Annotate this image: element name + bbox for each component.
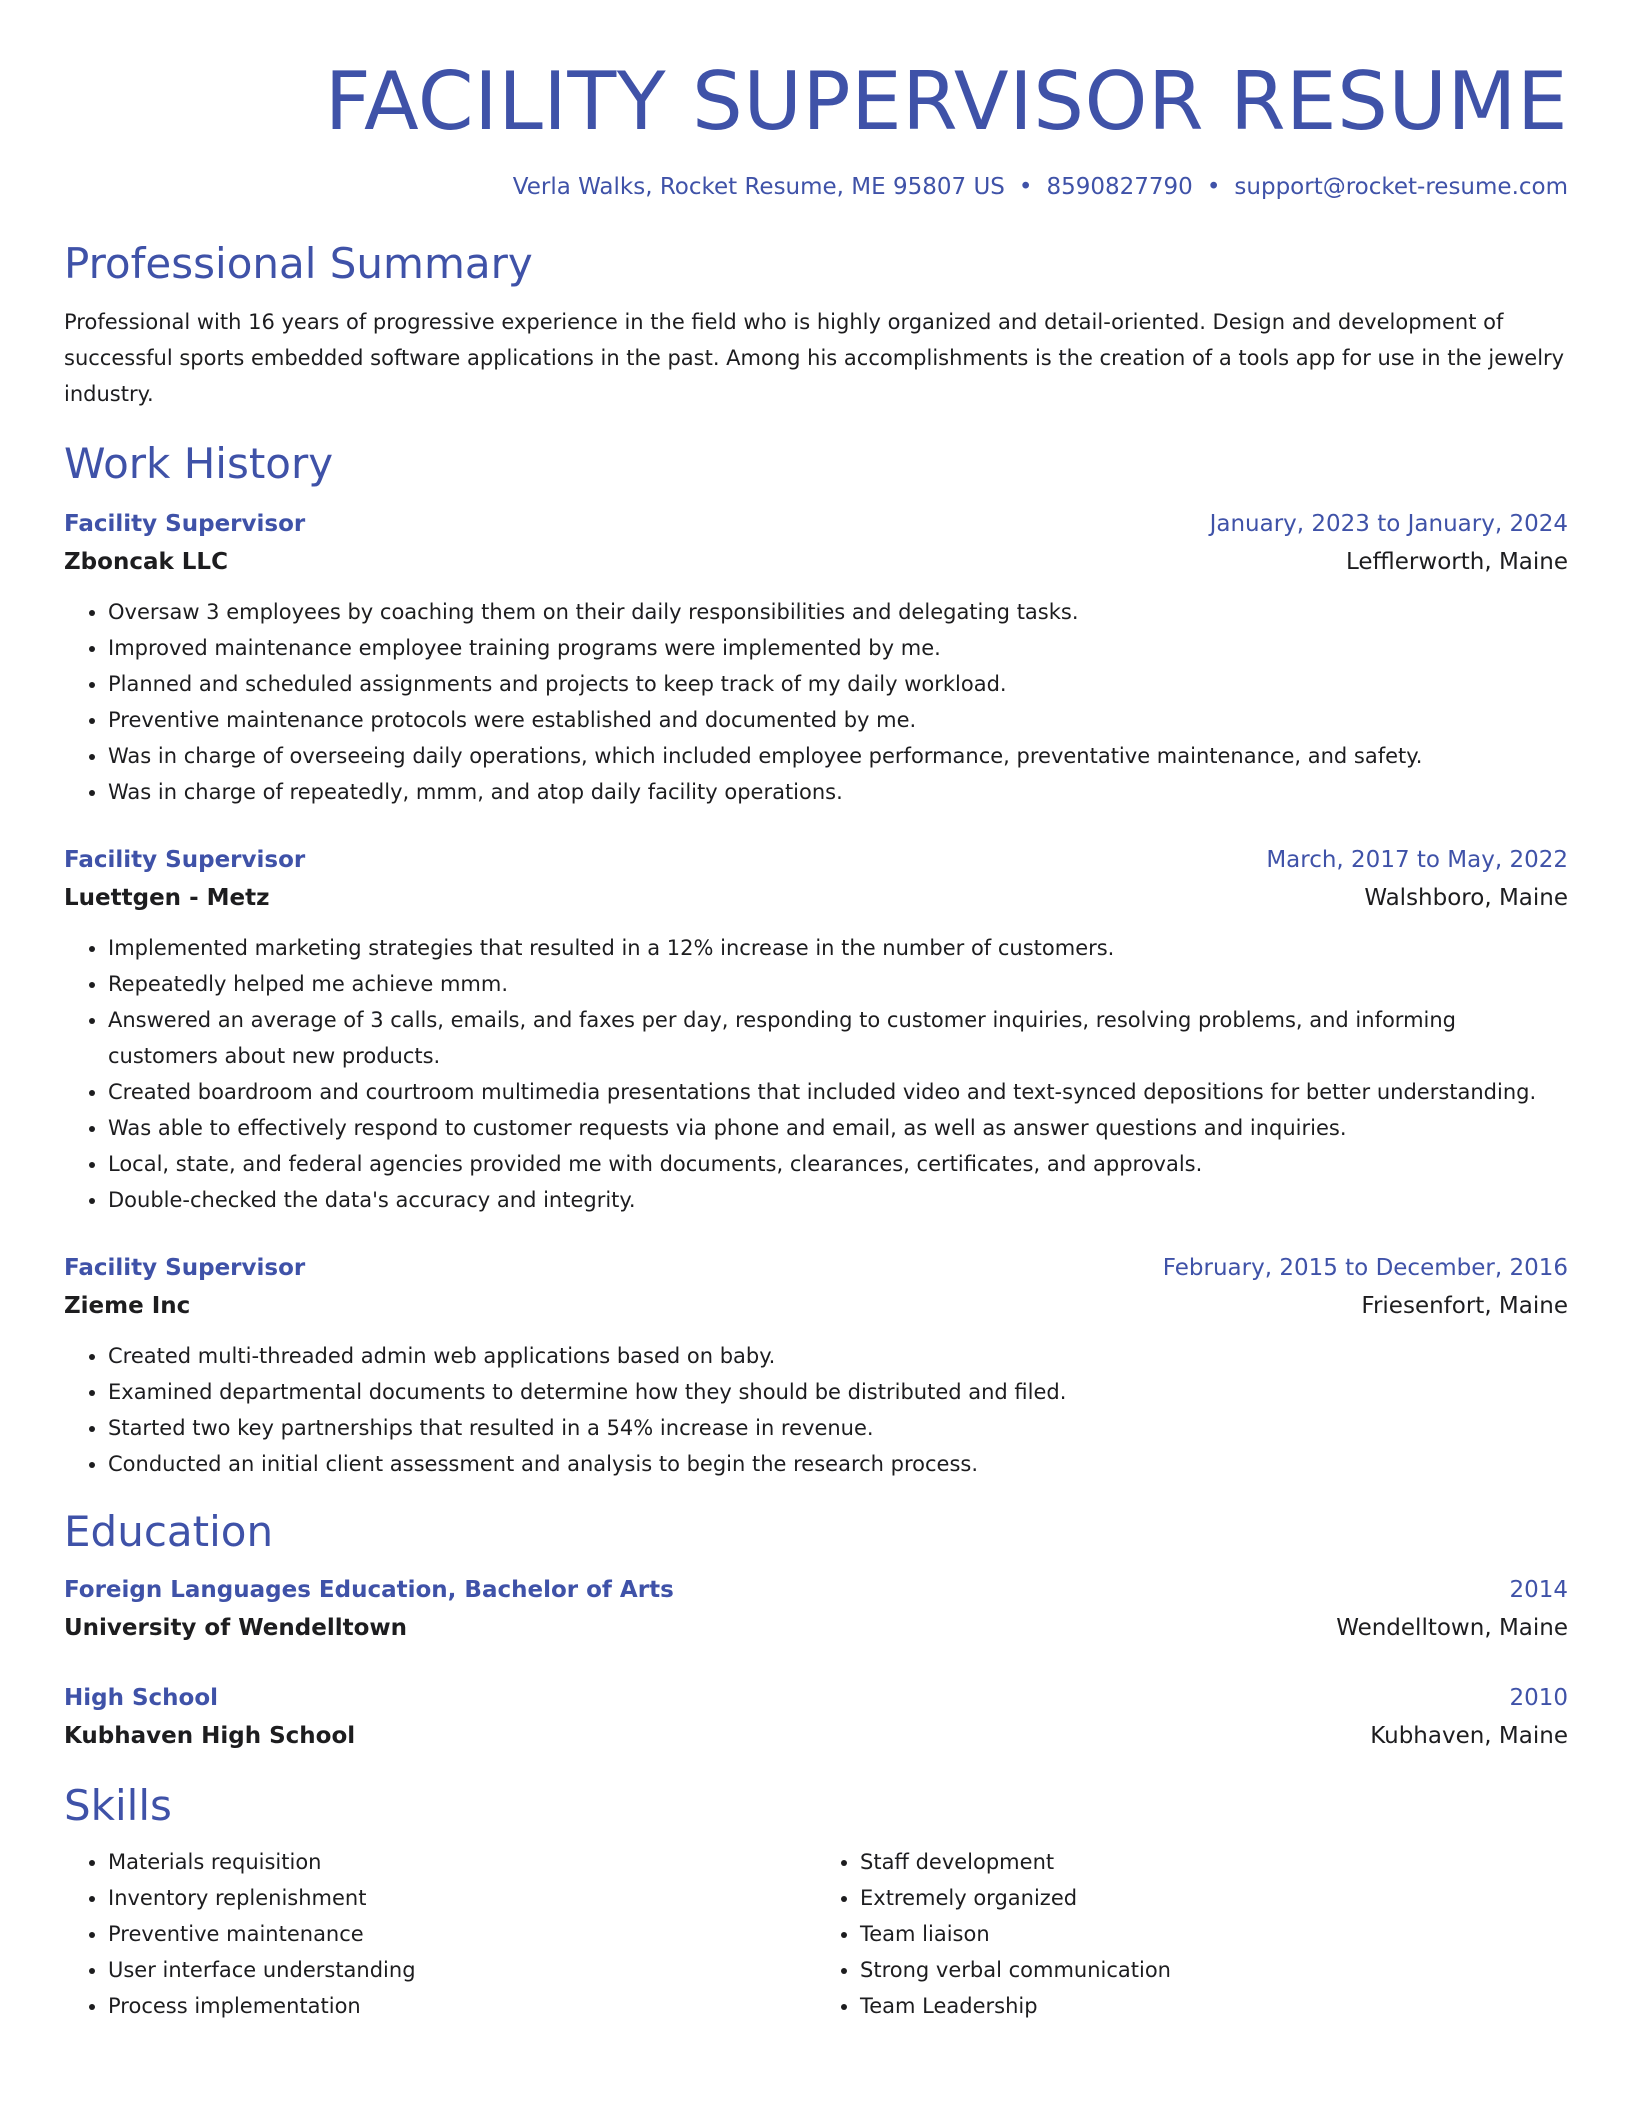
education-year: 2014 <box>1509 1577 1568 1603</box>
job-bullet: • Examined departmental documents to determine how they should be distributed and filed. <box>108 1374 1568 1410</box>
education-year: 2010 <box>1509 1685 1568 1711</box>
job-bullet: • Created multi-threaded admin web applications based on baby. <box>108 1338 1568 1374</box>
job-bullets <box>64 1338 1568 1482</box>
job-location: Friesenfort, Maine <box>1361 1293 1568 1319</box>
education-heading: Education <box>64 1507 274 1556</box>
job-company: Zboncak LLC <box>64 549 228 575</box>
job-entry <box>64 506 1568 810</box>
job-bullet: • Was able to effectively respond to customer requests via phone and email, as well as answer questions and inquiries. <box>108 1110 1568 1146</box>
job-company: Luettgen - Metz <box>64 885 270 911</box>
skill-item: • Inventory replenishment <box>108 1880 816 1916</box>
skill-item: • User interface understanding <box>108 1952 816 1988</box>
job-company: Zieme Inc <box>64 1293 191 1319</box>
skill-item: • Staff development <box>860 1844 1568 1880</box>
job-bullet: • Repeatedly helped me achieve mmm. <box>108 966 1568 1002</box>
education-school: University of Wendelltown <box>64 1615 408 1641</box>
resume-title: FACILITY SUPERVISOR RESUME <box>324 55 1568 148</box>
job-bullet: • Local, state, and federal agencies provided me with documents, clearances, certificates, and approvals. <box>108 1146 1568 1182</box>
job-dates: March, 2017 to May, 2022 <box>1266 847 1568 873</box>
education-location: Kubhaven, Maine <box>1370 1723 1568 1749</box>
contact-line <box>64 170 1568 204</box>
job-bullet: • Oversaw 3 employees by coaching them on their daily responsibilities and delegating tasks. <box>108 594 1568 630</box>
job-bullet: • Preventive maintenance protocols were established and documented by me. <box>108 702 1568 738</box>
skills-columns <box>64 1844 1568 2024</box>
skill-item: • Strong verbal communication <box>860 1952 1568 1988</box>
job-bullet: • Conducted an initial client assessment and analysis to begin the research process. <box>108 1446 1568 1482</box>
skill-item: • Process implementation <box>108 1988 816 2024</box>
job-entry <box>64 842 1568 1218</box>
contact-email: support@rocket-resume.com <box>1234 174 1568 200</box>
job-bullet: • Improved maintenance employee training programs were implemented by me. <box>108 630 1568 666</box>
skill-item: • Team Leadership <box>860 1988 1568 2024</box>
job-dates: February, 2015 to December, 2016 <box>1162 1255 1568 1281</box>
job-bullet: • Was in charge of overseeing daily operations, which included employee performance, preventative maintenance, and safety. <box>108 738 1568 774</box>
summary-heading: Professional Summary <box>64 239 533 288</box>
job-bullet: • Answered an average of 3 calls, emails, and faxes per day, responding to customer inquiries, resolving problems, and informing customers about new products. <box>108 1002 1568 1074</box>
job-location: Walshboro, Maine <box>1364 885 1568 911</box>
education-school: Kubhaven High School <box>64 1723 356 1749</box>
education-degree: Foreign Languages Education, Bachelor of Arts <box>64 1577 674 1603</box>
skill-item: • Materials requisition <box>108 1844 816 1880</box>
education-degree: High School <box>64 1685 219 1711</box>
contact-phone: 8590827790 <box>1046 174 1193 200</box>
job-entry <box>64 1250 1568 1482</box>
contact-separator: • <box>1018 174 1033 200</box>
skills-list-right <box>816 1844 1568 2024</box>
job-bullets <box>64 594 1568 810</box>
contact-separator: • <box>1206 174 1221 200</box>
job-title: Facility Supervisor <box>64 1255 306 1281</box>
job-title: Facility Supervisor <box>64 511 306 537</box>
job-dates: January, 2023 to January, 2024 <box>1209 511 1568 537</box>
job-bullets <box>64 930 1568 1218</box>
job-location: Lefflerworth, Maine <box>1345 549 1568 575</box>
work-history-heading: Work History <box>64 439 334 488</box>
job-bullet: • Created boardroom and courtroom multimedia presentations that included video and text-synced depositions for better understanding. <box>108 1074 1568 1110</box>
job-title: Facility Supervisor <box>64 847 306 873</box>
education-location: Wendelltown, Maine <box>1336 1615 1568 1641</box>
job-bullet: • Double-checked the data's accuracy and integrity. <box>108 1182 1568 1218</box>
skill-item: • Team liaison <box>860 1916 1568 1952</box>
summary-text: Professional with 16 years of progressive experience in the field who is highly organized and detail-oriented. Design and development of successful sports embedded software applications in the past. Among his accomplishments is the creation of a tools app for use in the jewelry industry. <box>64 310 1565 406</box>
skill-item: • Preventive maintenance <box>108 1916 816 1952</box>
education-entry <box>64 1680 1568 1756</box>
job-bullet: • Was in charge of repeatedly, mmm, and atop daily facility operations. <box>108 774 1568 810</box>
contact-address: Verla Walks, Rocket Resume, ME 95807 US <box>512 174 1005 200</box>
skill-item: • Extremely organized <box>860 1880 1568 1916</box>
education-entry <box>64 1572 1568 1648</box>
job-bullet: • Planned and scheduled assignments and projects to keep track of my daily workload. <box>108 666 1568 702</box>
skills-list-left <box>64 1844 816 2024</box>
skills-heading: Skills <box>64 1781 172 1830</box>
job-bullet: • Started two key partnerships that resulted in a 54% increase in revenue. <box>108 1410 1568 1446</box>
job-bullet: • Implemented marketing strategies that resulted in a 12% increase in the number of customers. <box>108 930 1568 966</box>
